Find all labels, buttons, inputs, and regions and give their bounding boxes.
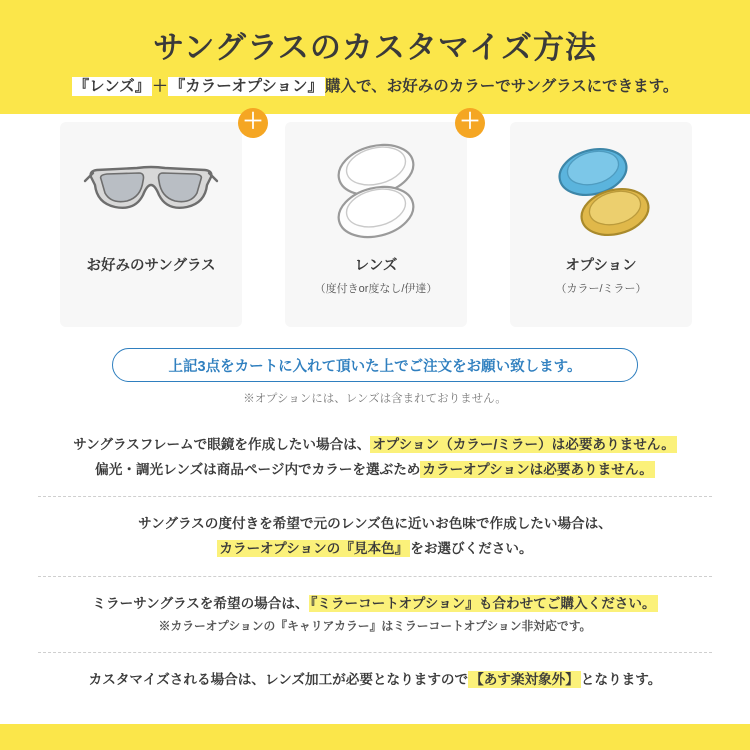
note-block [38, 496, 712, 575]
note-highlight: カラーオプションの『見本色』 [219, 541, 409, 557]
note-line [38, 432, 712, 457]
subtitle-part-plus: ＋ [152, 78, 168, 95]
product-cards [60, 122, 692, 332]
note-highlight: 【あす楽対象外】 [470, 671, 579, 687]
card-label: お好みのサングラス [86, 258, 216, 274]
note-text: ミラーサングラスを希望の場合は、 [92, 595, 309, 611]
card-label: オプション [565, 258, 637, 274]
card-sub: （度付きor度なし/伊達） [314, 283, 438, 295]
note-line-small [38, 616, 712, 638]
plus-2-icon: ＋ [455, 108, 485, 138]
note-highlight: 『ミラーコートオプション』も合わせてご購入ください。 [310, 595, 656, 611]
note-text: となります。 [580, 671, 662, 687]
card-option [510, 122, 692, 327]
lenses-icon [285, 122, 467, 252]
card-sub: （カラー/ミラー） [555, 283, 647, 295]
note-line [38, 536, 712, 561]
subtitle-part-lens: 『レンズ』 [73, 78, 151, 95]
note-block [38, 418, 712, 496]
note-text: サングラスの度付きを希望で元のレンズ色に近いお色味で作成したい場合は、 [138, 516, 612, 532]
order-callout: 上記3点をカートに入れて頂いた上でご注文をお願い致します。 [112, 348, 638, 382]
note-text: 偏光・調光レンズは商品ページ内でカラーを選ぶため [95, 462, 421, 478]
note-text: サングラスフレームで眼鏡を作成したい場合は、 [73, 437, 371, 452]
card-lenses [285, 122, 467, 327]
plus-1-icon: ＋ [238, 108, 268, 138]
page-subtitle [0, 74, 750, 96]
note-line [38, 591, 712, 616]
subtitle-part-tail: 購入で、お好みのカラーでサングラスにできます。 [325, 78, 679, 95]
page-title: サングラスのカスタマイズ方法 [153, 30, 597, 65]
note-text: をお選びください。 [410, 541, 533, 557]
note-block [38, 652, 712, 706]
color-option-icon [510, 122, 692, 252]
sunglasses-icon [60, 122, 242, 252]
notes-list [38, 418, 712, 706]
card-label: レンズ [354, 258, 398, 274]
footer-band [0, 724, 750, 750]
note-highlight: オプション（カラー/ミラー）は必要ありません。 [372, 437, 675, 452]
note-line [38, 511, 712, 536]
note-text: カスタマイズされる場合は、レンズ加工が必要となりますので [88, 671, 469, 687]
note-line [38, 457, 712, 482]
note-line [38, 667, 712, 692]
note-highlight: カラーオプションは必要ありません。 [422, 462, 653, 478]
card-sunglasses [60, 122, 242, 327]
note-block [38, 576, 712, 652]
subtitle-part-coloroption: 『カラーオプション』 [169, 78, 324, 95]
note-text: ※カラーオプションの『キャリアカラー』はミラーコートオプション非対応です。 [158, 618, 592, 633]
option-disclaimer: ※オプションには、レンズは含まれておりません。 [243, 393, 507, 405]
